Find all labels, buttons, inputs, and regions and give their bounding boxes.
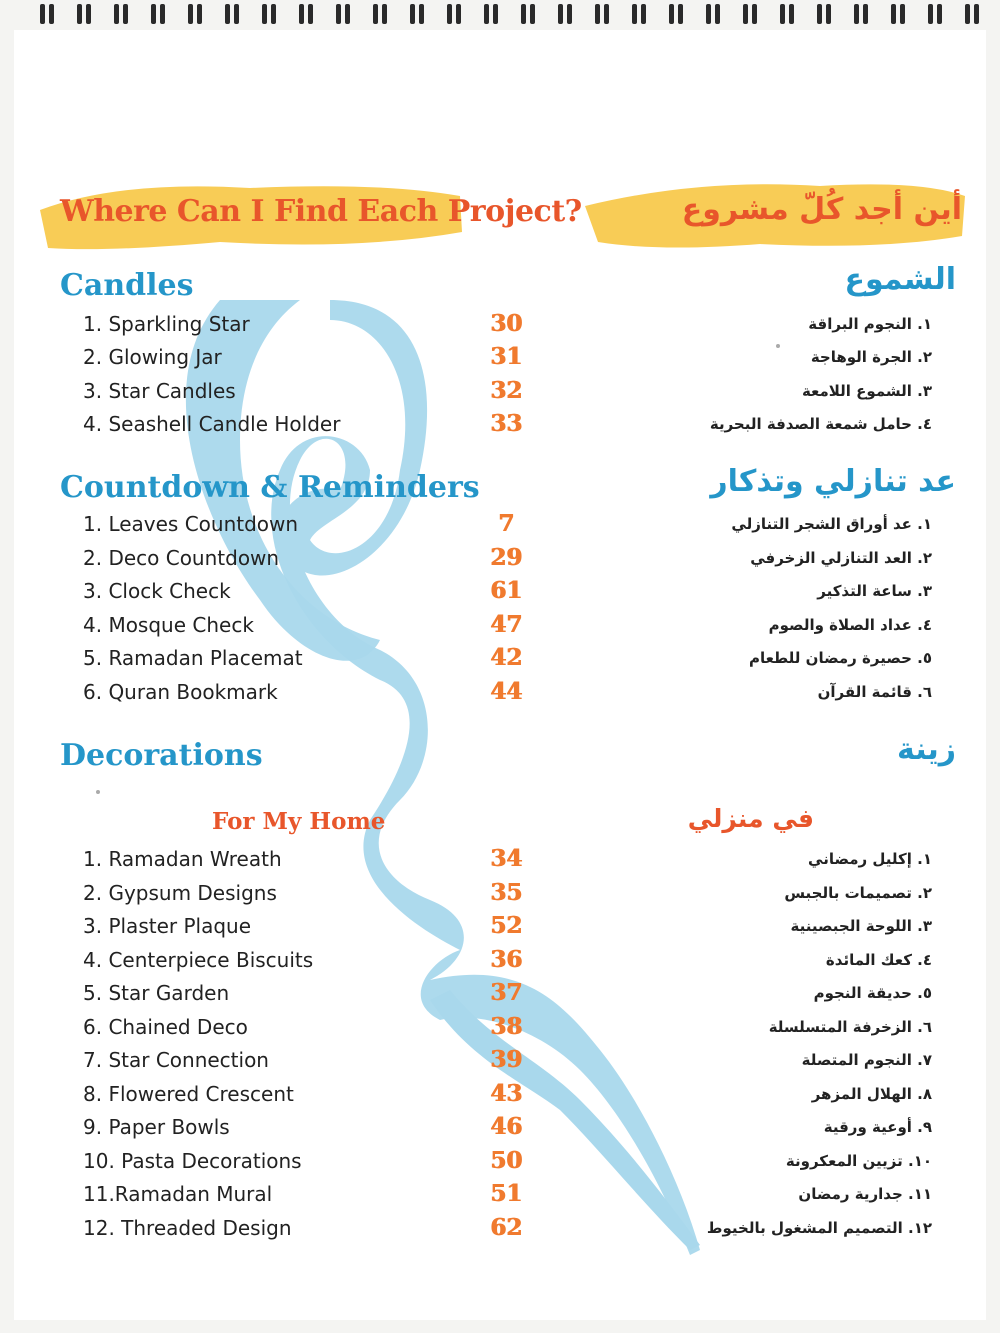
page-number: 32 <box>489 376 522 404</box>
project-name-ar: ١. النجوم البراقة <box>808 315 932 333</box>
project-name-ar: ٦. قائمة القرآن <box>817 683 932 701</box>
section-title-candles-en: Candles <box>60 268 194 303</box>
page-number: 31 <box>489 343 522 371</box>
project-name-ar: ١٠. تزيين المعكرونة <box>785 1151 932 1170</box>
page-number: 51 <box>489 1180 522 1207</box>
list-item <box>0 1079 1000 1109</box>
page-number: 42 <box>489 644 522 672</box>
project-name-ar: ٣. ساعة التذكير <box>817 582 932 601</box>
project-name-en: 1. Sparkling Star <box>83 312 250 336</box>
page-number: 43 <box>489 1079 522 1107</box>
project-name-ar: ٧. النجوم المتصلة <box>801 1051 932 1069</box>
page-number: 29 <box>489 543 522 571</box>
project-name-en: 11.Ramadan Mural <box>83 1182 273 1206</box>
project-name-ar: ٨. الهلال المزهر <box>811 1084 932 1103</box>
list-item <box>0 576 1000 606</box>
project-name-en: 3. Clock Check <box>83 579 231 604</box>
list-item <box>0 409 1000 439</box>
project-name-ar: ١١. جدارية رمضان <box>798 1185 932 1203</box>
page-number: 37 <box>489 979 522 1006</box>
page-title-en: Where Can I Find Each Project? <box>60 194 582 229</box>
project-name-ar: ١. عد أوراق الشجر التنازلي <box>731 515 932 533</box>
page-number: 47 <box>489 610 522 638</box>
page-number: 62 <box>489 1213 522 1241</box>
subsection-title-ar: في منزلي <box>687 804 814 833</box>
list-item <box>0 1146 1000 1176</box>
page-number: 33 <box>489 410 522 438</box>
project-name-en: 4. Mosque Check <box>83 612 254 637</box>
page-title-ar: أين أجد كُلّ مشروع <box>681 192 962 227</box>
page-number: 46 <box>489 1113 522 1140</box>
project-name-en: 5. Ramadan Placemat <box>83 646 303 671</box>
project-name-ar: ٤. حامل شمعة الصدفة البحرية <box>709 415 932 434</box>
page-number: 30 <box>489 310 522 337</box>
project-name-ar: ٣. الشموع اللامعة <box>801 381 932 400</box>
list-item <box>0 509 1000 539</box>
page-number: 44 <box>489 678 522 705</box>
list-item <box>0 1213 1000 1243</box>
page-number: 7 <box>497 510 514 537</box>
subsection-title-en: For My Home <box>212 808 386 835</box>
list-item <box>0 1045 1000 1075</box>
list-item <box>0 543 1000 573</box>
page-number: 34 <box>489 845 522 872</box>
project-name-en: 6. Chained Deco <box>83 1014 248 1039</box>
project-name-ar: ٦. الزخرفة المتسلسلة <box>768 1017 932 1036</box>
project-name-en: 3. Plaster Plaque <box>83 914 252 938</box>
list-item <box>0 878 1000 908</box>
list-item <box>0 911 1000 941</box>
list-item <box>0 309 1000 339</box>
project-name-ar: ٢. الجرة الوهاجة <box>810 348 932 367</box>
project-name-en: 2. Glowing Jar <box>83 345 222 370</box>
project-name-en: 8. Flowered Crescent <box>83 1081 294 1106</box>
project-name-ar: ٥. حديقة النجوم <box>813 984 932 1002</box>
page-number: 61 <box>489 577 522 605</box>
page-number: 36 <box>489 945 522 973</box>
section-title-decorations-ar: زينة <box>897 732 956 767</box>
list-item <box>0 1012 1000 1042</box>
section-title-countdown-en: Countdown & Reminders <box>60 470 480 505</box>
project-name-en: 2. Gypsum Designs <box>83 880 277 905</box>
project-name-ar: ١. إكليل رمضاني <box>808 850 932 868</box>
project-name-en: 12. Threaded Design <box>83 1215 292 1240</box>
project-name-ar: ٥. حصيرة رمضان للطعام <box>748 649 932 668</box>
page-number: 52 <box>489 912 522 939</box>
list-item <box>0 945 1000 975</box>
list-item <box>0 844 1000 874</box>
project-name-en: 7. Star Connection <box>83 1048 269 1072</box>
project-name-ar: ٢. تصميمات بالجبس <box>784 883 932 902</box>
project-name-en: 9. Paper Bowls <box>83 1115 230 1139</box>
project-name-ar: ٩. أوعية ورقية <box>823 1118 932 1136</box>
page-number: 50 <box>489 1146 522 1174</box>
project-name-en: 6. Quran Bookmark <box>83 680 278 704</box>
project-name-ar: ٤. عداد الصلاة والصوم <box>768 615 932 634</box>
project-name-en: 10. Pasta Decorations <box>83 1148 302 1173</box>
section-title-decorations-en: Decorations <box>60 738 263 773</box>
paper-speck <box>776 344 780 348</box>
project-name-ar: ٢. العد التنازلي الزخرفي <box>750 548 932 567</box>
project-name-en: 4. Seashell Candle Holder <box>83 412 341 437</box>
project-name-en: 5. Star Garden <box>83 981 230 1005</box>
project-name-ar: ٣. اللوحة الجبصينية <box>790 917 932 935</box>
section-title-countdown-ar: عد تنازلي وتذكار <box>710 464 956 499</box>
list-item <box>0 376 1000 406</box>
project-name-en: 3. Star Candles <box>83 378 236 403</box>
list-item <box>0 677 1000 707</box>
page-number: 39 <box>489 1046 522 1073</box>
list-item <box>0 1112 1000 1142</box>
project-name-en: 1. Leaves Countdown <box>83 512 299 536</box>
section-title-candles-ar: الشموع <box>844 262 956 297</box>
list-item <box>0 643 1000 673</box>
project-name-ar: ١٢. التصميم المشغول بالخيوط <box>706 1218 932 1237</box>
project-name-ar: ٤. كعك المائدة <box>825 950 932 969</box>
project-name-en: 1. Ramadan Wreath <box>83 847 282 871</box>
page-number: 38 <box>489 1012 522 1040</box>
list-item <box>0 610 1000 640</box>
list-item <box>0 1179 1000 1209</box>
list-item <box>0 342 1000 372</box>
project-name-en: 2. Deco Countdown <box>83 545 280 570</box>
project-name-en: 4. Centerpiece Biscuits <box>83 947 314 972</box>
page-number: 35 <box>489 878 522 906</box>
paper-speck <box>96 790 100 794</box>
list-item <box>0 978 1000 1008</box>
